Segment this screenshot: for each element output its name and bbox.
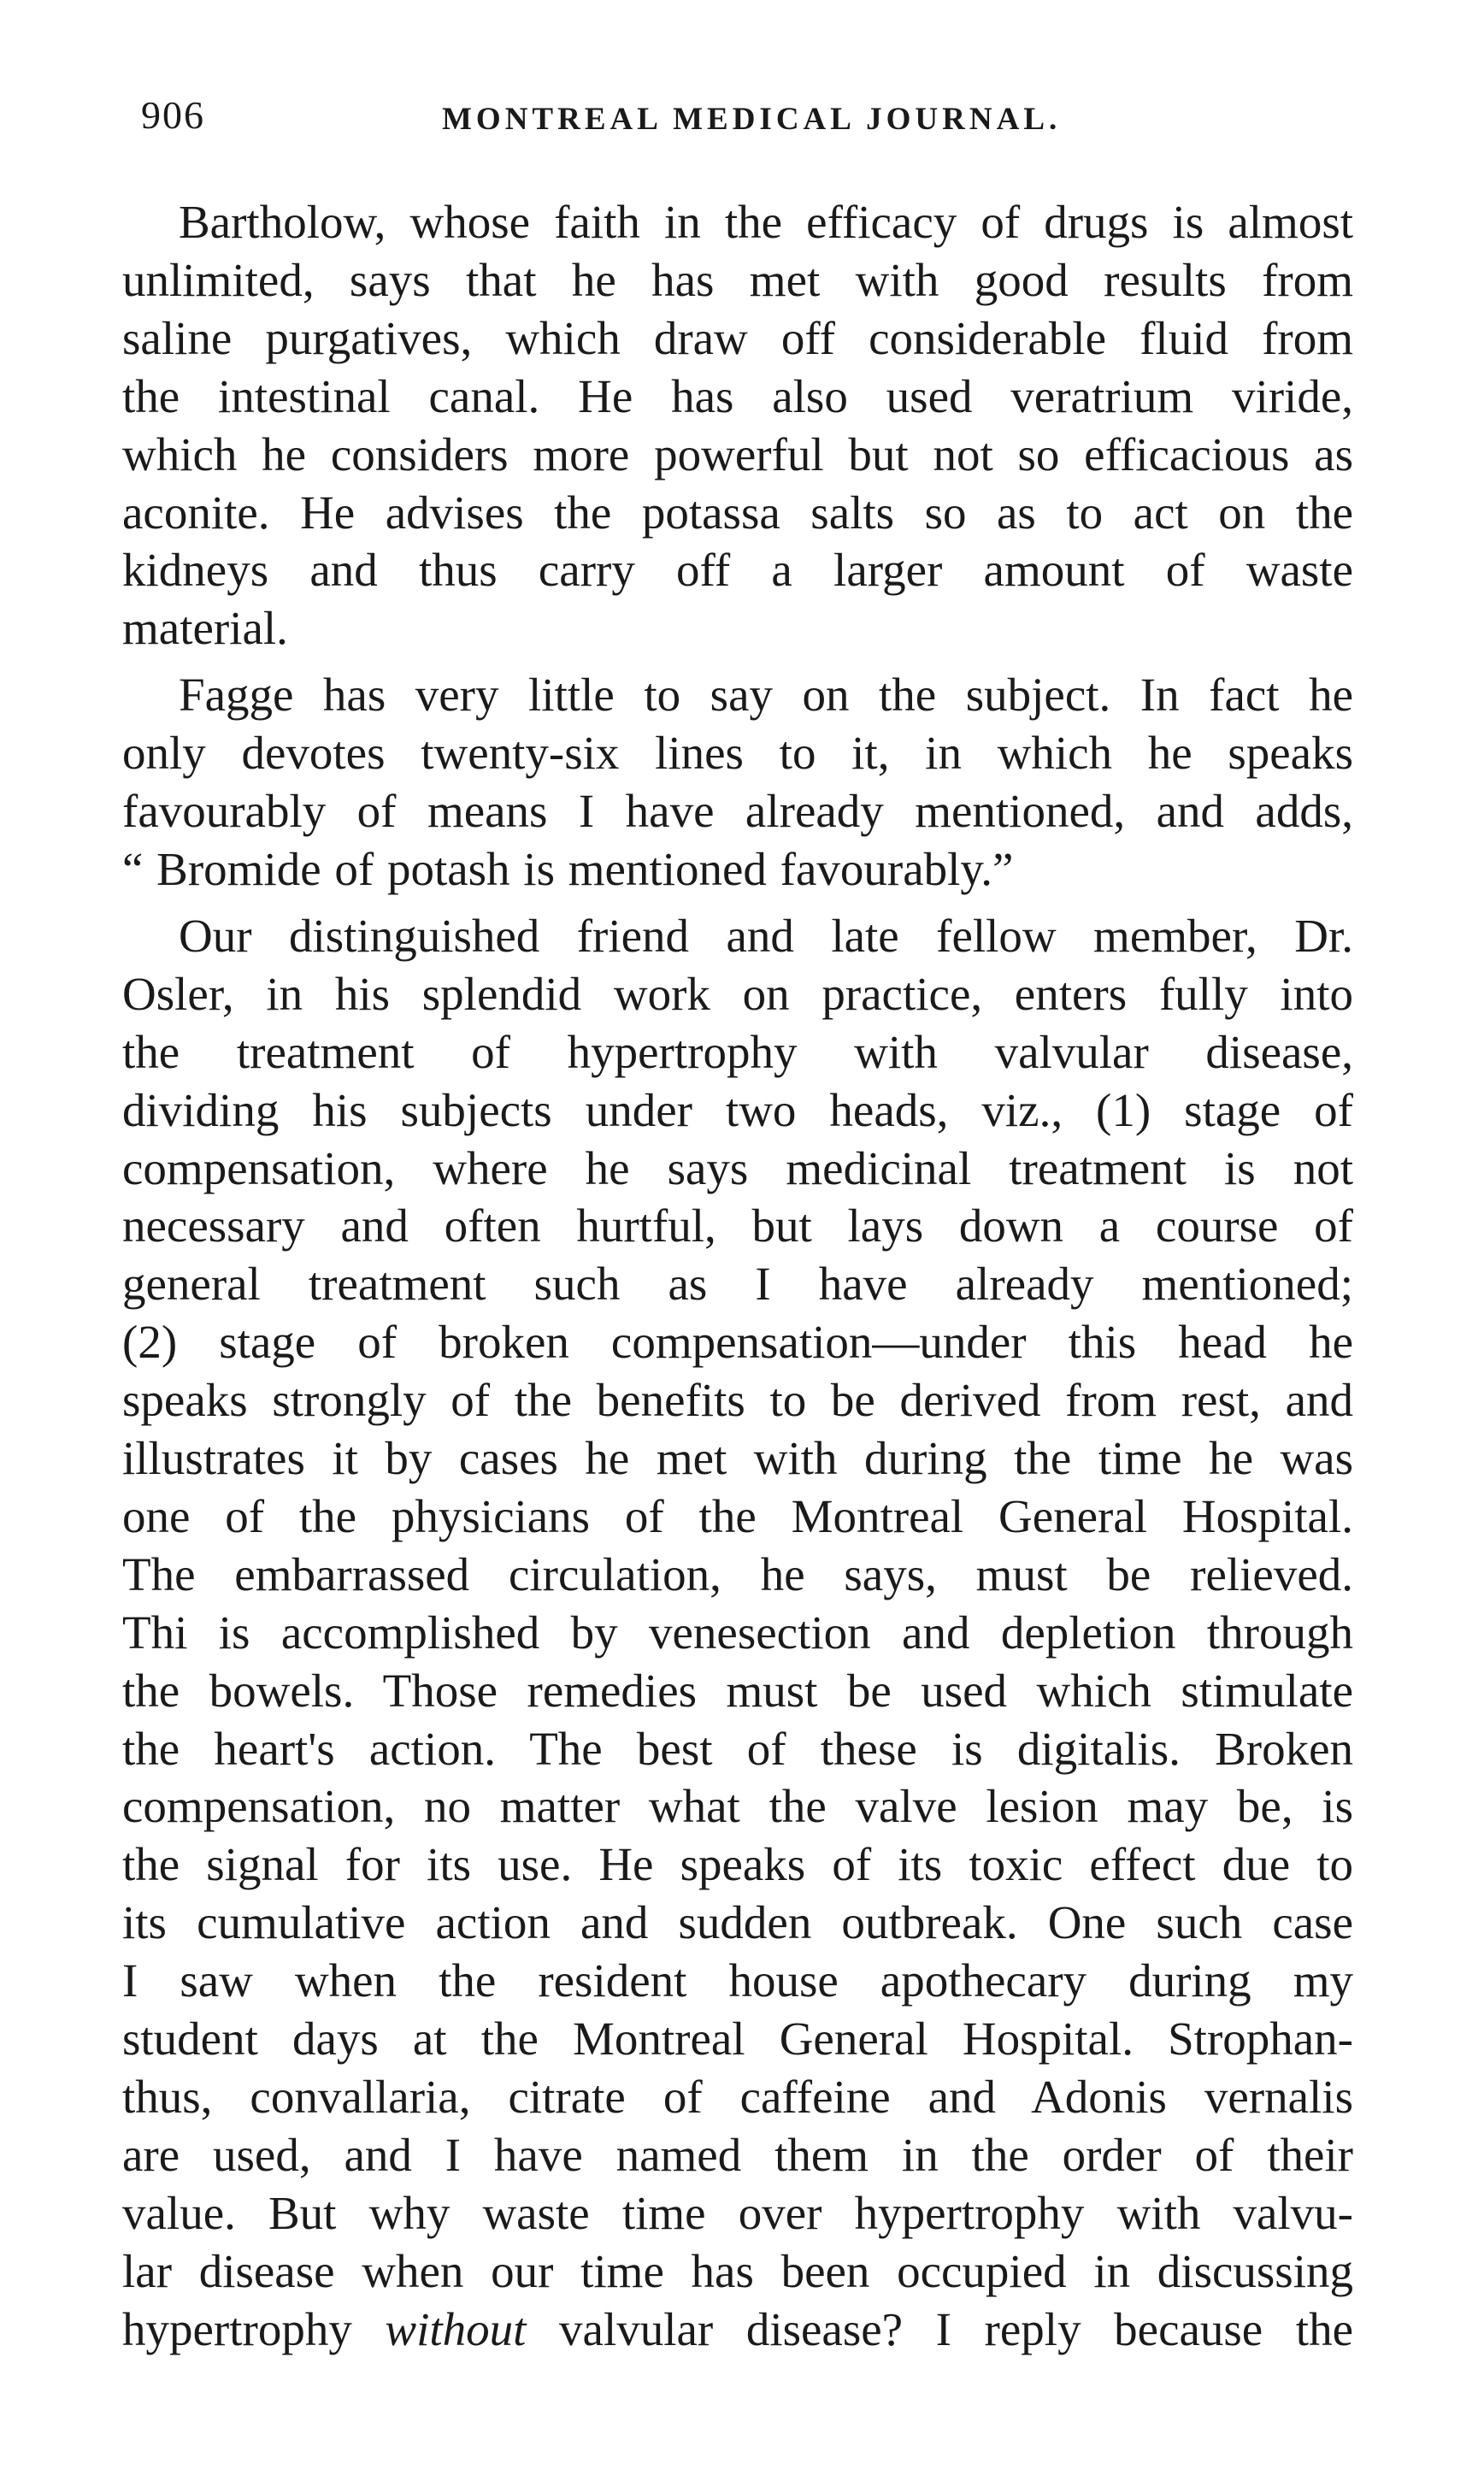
text-line: which he considers more powerful but not so efficacious as [122,427,1353,480]
text-line: compensation, where he says medicinal treatment is not [122,1141,1353,1194]
text-run: hypertrophy [122,2302,386,2355]
text-line: (2) stage of broken compensation—under this head he [122,1316,1353,1369]
paragraph-fagge [122,666,1353,899]
text-line: I saw when the resident house apothecary during my [122,1954,1353,2007]
emphasis-without: without [385,2302,527,2355]
running-head: MONTREAL MEDICAL JOURNAL. [442,102,1062,137]
text-line: “ Bromide of potash is mentioned favourably.” [122,842,1014,895]
text-line: speaks strongly of the benefits to be derived from rest, and [122,1374,1353,1427]
text-line: thus, convallaria, citrate of caffeine and Adonis vernalis [122,2071,1353,2123]
page-number: 906 [141,93,205,137]
text-line: compensation, no matter what the valve lesion may be, is [122,1780,1353,1833]
text-line: favourably of means I have already mentioned, and adds, [122,785,1353,838]
body-text [122,193,1353,2367]
text-line: the signal for its use. He speaks of its toxic effect due to [122,1838,1353,1891]
text-line: the heart's action. The best of these is digitalis. Broken [122,1722,1353,1775]
text-line: Thi is accomplished by venesection and depletion through [122,1606,1353,1659]
text-line: the treatment of hypertrophy with valvular disease, [122,1025,1353,1078]
text-line: student days at the Montreal General Hospital. Strophan- [122,2013,1353,2066]
text-line: aconite. He advises the potassa salts so as to act on the [122,486,1353,539]
paragraph-bartholow [122,193,1353,657]
text-line: the intestinal canal. He has also used veratrium viride, [122,369,1353,422]
text-line: kidneys and thus carry off a larger amount of waste [122,544,1353,597]
text-line: general treatment such as I have already mentioned; [122,1258,1353,1311]
text-line: Osler, in his splendid work on practice, enters fully into [122,967,1353,1020]
text-line: are used, and I have named them in the order of their [122,2128,1353,2181]
text-line-final [122,2301,1353,2359]
text-line: value. But why waste time over hypertrophy with valvu- [122,2186,1353,2239]
page-header [141,92,1355,144]
text-line: lar disease when our time has been occupied in discussing [122,2244,1353,2297]
text-line: dividing his subjects under two heads, viz., (1) stage of [122,1083,1353,1136]
text-run: valvular disease? I reply because the [526,2302,1353,2355]
text-line: material. [122,602,288,655]
paragraph-osler [122,907,1353,2359]
text-line: Bartholow, whose faith in the efficacy of drugs is almost [179,196,1353,248]
text-line: Our distinguished friend and late fellow member, Dr. [179,909,1353,962]
text-line: its cumulative action and sudden outbreak. One such case [122,1896,1353,1949]
text-line: The embarrassed circulation, he says, must be relieved. [122,1547,1353,1600]
text-line: only devotes twenty-six lines to it, in which he speaks [122,727,1353,780]
text-line: unlimited, says that he has met with good results from [122,253,1353,306]
text-line: Fagge has very little to say on the subject. In fact he [179,669,1353,722]
text-line: saline purgatives, which draw off considerable fluid from [122,311,1353,364]
text-line: illustrates it by cases he met with during the time he was [122,1432,1353,1485]
text-line: the bowels. Those remedies must be used which stimulate [122,1664,1353,1717]
text-line: one of the physicians of the Montreal General Hospital. [122,1489,1353,1542]
text-line: necessary and often hurtful, but lays down a course of [122,1199,1353,1252]
